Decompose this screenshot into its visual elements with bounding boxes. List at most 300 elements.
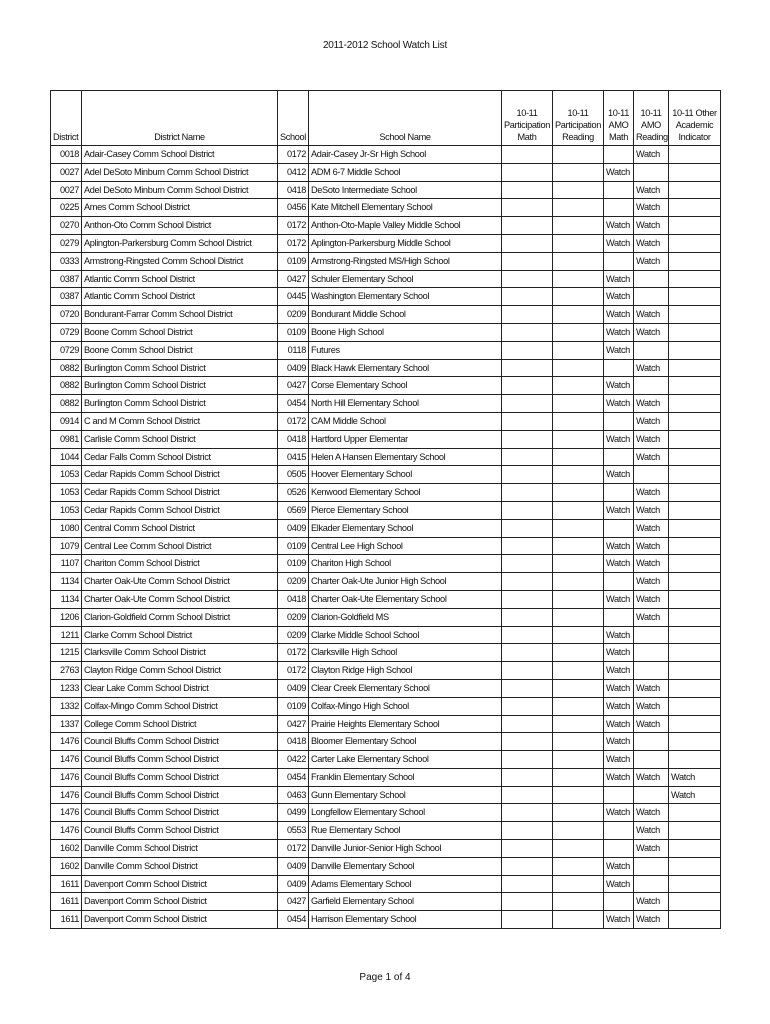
cell-district-code: 0914 (51, 412, 82, 430)
cell-district-code: 0387 (51, 288, 82, 306)
cell-participation-reading (553, 146, 604, 164)
cell-participation-reading (553, 288, 604, 306)
cell-participation-reading (553, 466, 604, 484)
cell-other-academic-indicator (669, 181, 721, 199)
cell-participation-math (502, 911, 553, 929)
cell-school-code: 0526 (278, 484, 309, 502)
cell-participation-math (502, 715, 553, 733)
table-row (51, 359, 721, 377)
table-row (51, 252, 721, 270)
cell-amo-reading: Watch (634, 430, 669, 448)
cell-district-name: Boone Comm School District (82, 323, 278, 341)
cell-participation-reading (553, 395, 604, 413)
cell-participation-math (502, 270, 553, 288)
cell-district-name: Carlisle Comm School District (82, 430, 278, 448)
col-header-participation-reading (553, 91, 604, 146)
cell-school-name: Hoover Elementary School (309, 466, 502, 484)
cell-district-name: Burlington Comm School District (82, 377, 278, 395)
col-header-school-name: School Name (309, 91, 502, 146)
cell-district-name: Adair-Casey Comm School District (82, 146, 278, 164)
cell-school-name: DeSoto Intermediate School (309, 181, 502, 199)
cell-district-code: 0720 (51, 306, 82, 324)
cell-school-code: 0553 (278, 822, 309, 840)
cell-other-academic-indicator (669, 252, 721, 270)
cell-participation-reading (553, 252, 604, 270)
cell-district-name: Charter Oak-Ute Comm School District (82, 590, 278, 608)
cell-district-name: Ames Comm School District (82, 199, 278, 217)
hdr-line: 10-11 (640, 108, 662, 118)
cell-district-name: Charter Oak-Ute Comm School District (82, 573, 278, 591)
cell-school-code: 0427 (278, 715, 309, 733)
cell-district-name: C and M Comm School District (82, 412, 278, 430)
table-row (51, 697, 721, 715)
cell-participation-reading (553, 804, 604, 822)
cell-participation-reading (553, 448, 604, 466)
cell-amo-math (604, 840, 634, 858)
page-footer: Page 1 of 4 (359, 972, 411, 983)
cell-amo-reading: Watch (634, 181, 669, 199)
table-row (51, 234, 721, 252)
cell-participation-math (502, 323, 553, 341)
cell-participation-reading (553, 857, 604, 875)
cell-other-academic-indicator (669, 911, 721, 929)
cell-other-academic-indicator (669, 234, 721, 252)
cell-other-academic-indicator (669, 822, 721, 840)
cell-participation-reading (553, 199, 604, 217)
cell-school-name: Charter Oak-Ute Elementary School (309, 590, 502, 608)
cell-participation-reading (553, 751, 604, 769)
cell-district-name: Boone Comm School District (82, 341, 278, 359)
cell-amo-reading (634, 466, 669, 484)
cell-participation-math (502, 341, 553, 359)
cell-district-code: 1602 (51, 840, 82, 858)
table-row (51, 768, 721, 786)
cell-participation-math (502, 840, 553, 858)
table-row (51, 573, 721, 591)
cell-participation-math (502, 573, 553, 591)
cell-district-name: Clarksville Comm School District (82, 644, 278, 662)
cell-amo-math (604, 822, 634, 840)
cell-other-academic-indicator (669, 697, 721, 715)
cell-amo-reading: Watch (634, 412, 669, 430)
hdr-line: Reading (562, 132, 594, 142)
cell-district-name: Clarion-Goldfield Comm School District (82, 608, 278, 626)
table-row (51, 146, 721, 164)
cell-district-code: 0225 (51, 199, 82, 217)
cell-district-name: Cedar Rapids Comm School District (82, 466, 278, 484)
table-row (51, 537, 721, 555)
cell-school-code: 0118 (278, 341, 309, 359)
cell-amo-reading (634, 857, 669, 875)
cell-amo-reading: Watch (634, 804, 669, 822)
cell-school-code: 0109 (278, 252, 309, 270)
cell-district-code: 0729 (51, 341, 82, 359)
cell-participation-math (502, 217, 553, 235)
cell-amo-reading (634, 786, 669, 804)
cell-school-name: Corse Elementary School (309, 377, 502, 395)
cell-amo-reading: Watch (634, 323, 669, 341)
cell-other-academic-indicator (669, 590, 721, 608)
cell-district-name: Armstrong-Ringsted Comm School District (82, 252, 278, 270)
hdr-line: 10-11 (516, 108, 538, 118)
table-body (51, 146, 721, 929)
hdr-line: AMO (608, 120, 629, 130)
cell-amo-math (604, 573, 634, 591)
cell-school-code: 0412 (278, 163, 309, 181)
cell-participation-math (502, 804, 553, 822)
cell-school-code: 0454 (278, 768, 309, 786)
cell-district-code: 1079 (51, 537, 82, 555)
cell-participation-reading (553, 217, 604, 235)
cell-school-name: Clarksville High School (309, 644, 502, 662)
cell-district-code: 1332 (51, 697, 82, 715)
cell-participation-reading (553, 662, 604, 680)
cell-participation-reading (553, 768, 604, 786)
cell-district-name: Council Bluffs Comm School District (82, 786, 278, 804)
cell-amo-reading: Watch (634, 590, 669, 608)
col-header-district: District (51, 91, 82, 146)
cell-amo-reading: Watch (634, 448, 669, 466)
cell-school-name: Elkader Elementary School (309, 519, 502, 537)
cell-participation-math (502, 163, 553, 181)
cell-amo-math: Watch (604, 377, 634, 395)
table-row (51, 430, 721, 448)
col-header-amo-math (604, 91, 634, 146)
cell-amo-math (604, 146, 634, 164)
table-row (51, 893, 721, 911)
table-row (51, 679, 721, 697)
cell-participation-reading (553, 181, 604, 199)
cell-district-code: 1233 (51, 679, 82, 697)
cell-participation-reading (553, 323, 604, 341)
cell-amo-reading (634, 644, 669, 662)
cell-school-name: Schuler Elementary School (309, 270, 502, 288)
cell-participation-reading (553, 501, 604, 519)
cell-amo-math: Watch (604, 466, 634, 484)
cell-amo-reading (634, 163, 669, 181)
cell-school-name: Bondurant Middle School (309, 306, 502, 324)
cell-participation-reading (553, 537, 604, 555)
cell-participation-reading (553, 430, 604, 448)
cell-participation-reading (553, 484, 604, 502)
watch-list-table (50, 90, 721, 929)
cell-other-academic-indicator (669, 804, 721, 822)
cell-district-code: 1044 (51, 448, 82, 466)
cell-participation-math (502, 484, 553, 502)
table-row (51, 181, 721, 199)
table-row (51, 501, 721, 519)
cell-school-code: 0172 (278, 840, 309, 858)
cell-amo-math: Watch (604, 217, 634, 235)
cell-participation-math (502, 626, 553, 644)
hdr-line: AMO (641, 120, 661, 130)
cell-other-academic-indicator (669, 466, 721, 484)
cell-amo-reading (634, 377, 669, 395)
cell-participation-math (502, 146, 553, 164)
cell-other-academic-indicator (669, 840, 721, 858)
cell-school-name: Washington Elementary School (309, 288, 502, 306)
cell-amo-reading: Watch (634, 840, 669, 858)
cell-district-code: 0027 (51, 163, 82, 181)
cell-amo-reading (634, 751, 669, 769)
cell-district-code: 1476 (51, 733, 82, 751)
cell-school-name: Clear Creek Elementary School (309, 679, 502, 697)
cell-school-code: 0427 (278, 377, 309, 395)
cell-school-code: 0409 (278, 857, 309, 875)
cell-other-academic-indicator (669, 395, 721, 413)
table-row (51, 341, 721, 359)
cell-amo-reading (634, 288, 669, 306)
cell-school-name: Pierce Elementary School (309, 501, 502, 519)
table-row (51, 733, 721, 751)
table-row (51, 484, 721, 502)
cell-participation-math (502, 430, 553, 448)
cell-district-name: Council Bluffs Comm School District (82, 733, 278, 751)
cell-school-code: 0422 (278, 751, 309, 769)
cell-district-name: Bondurant-Farrar Comm School District (82, 306, 278, 324)
cell-district-name: Adel DeSoto Minburn Comm School District (82, 181, 278, 199)
cell-other-academic-indicator (669, 555, 721, 573)
cell-school-code: 0209 (278, 608, 309, 626)
cell-amo-math: Watch (604, 697, 634, 715)
table-row (51, 875, 721, 893)
cell-school-code: 0109 (278, 697, 309, 715)
cell-district-code: 0882 (51, 395, 82, 413)
cell-participation-reading (553, 786, 604, 804)
cell-other-academic-indicator (669, 893, 721, 911)
cell-participation-reading (553, 626, 604, 644)
cell-district-code: 2763 (51, 662, 82, 680)
cell-amo-reading: Watch (634, 537, 669, 555)
cell-school-name: Black Hawk Elementary School (309, 359, 502, 377)
cell-participation-math (502, 519, 553, 537)
cell-participation-reading (553, 341, 604, 359)
table-row (51, 786, 721, 804)
cell-amo-reading (634, 662, 669, 680)
cell-school-name: Aplington-Parkersburg Middle School (309, 234, 502, 252)
cell-other-academic-indicator (669, 875, 721, 893)
table-row (51, 857, 721, 875)
cell-school-code: 0456 (278, 199, 309, 217)
cell-other-academic-indicator (669, 448, 721, 466)
cell-participation-math (502, 608, 553, 626)
cell-participation-reading (553, 270, 604, 288)
table-row (51, 288, 721, 306)
cell-participation-math (502, 537, 553, 555)
table-row (51, 519, 721, 537)
cell-district-name: Council Bluffs Comm School District (82, 768, 278, 786)
cell-district-code: 1134 (51, 590, 82, 608)
cell-other-academic-indicator (669, 733, 721, 751)
cell-other-academic-indicator (669, 644, 721, 662)
cell-district-code: 1476 (51, 751, 82, 769)
cell-district-name: Davenport Comm School District (82, 893, 278, 911)
table-row (51, 662, 721, 680)
cell-district-name: Central Comm School District (82, 519, 278, 537)
table-row (51, 608, 721, 626)
cell-school-code: 0569 (278, 501, 309, 519)
cell-amo-reading (634, 733, 669, 751)
cell-school-name: Rue Elementary School (309, 822, 502, 840)
cell-school-name: Clarion-Goldfield MS (309, 608, 502, 626)
cell-school-name: North Hill Elementary School (309, 395, 502, 413)
cell-school-name: Kenwood Elementary School (309, 484, 502, 502)
cell-amo-reading: Watch (634, 697, 669, 715)
cell-other-academic-indicator: Watch (669, 786, 721, 804)
cell-participation-math (502, 234, 553, 252)
table-row (51, 840, 721, 858)
cell-participation-math (502, 590, 553, 608)
cell-participation-math (502, 644, 553, 662)
cell-participation-math (502, 662, 553, 680)
cell-amo-reading: Watch (634, 555, 669, 573)
cell-amo-math (604, 484, 634, 502)
cell-participation-reading (553, 234, 604, 252)
cell-participation-math (502, 199, 553, 217)
cell-district-code: 1134 (51, 573, 82, 591)
cell-other-academic-indicator (669, 412, 721, 430)
table-row (51, 217, 721, 235)
cell-school-name: Anthon-Oto-Maple Valley Middle School (309, 217, 502, 235)
cell-school-code: 0209 (278, 573, 309, 591)
cell-school-name: Chariton High School (309, 555, 502, 573)
cell-other-academic-indicator (669, 199, 721, 217)
cell-school-name: Armstrong-Ringsted MS/High School (309, 252, 502, 270)
cell-other-academic-indicator (669, 484, 721, 502)
cell-amo-reading: Watch (634, 911, 669, 929)
cell-participation-reading (553, 163, 604, 181)
cell-district-code: 1476 (51, 822, 82, 840)
cell-other-academic-indicator (669, 519, 721, 537)
cell-school-name: Prairie Heights Elementary School (309, 715, 502, 733)
cell-participation-math (502, 857, 553, 875)
cell-school-name: Central Lee High School (309, 537, 502, 555)
cell-school-code: 0445 (278, 288, 309, 306)
cell-participation-reading (553, 679, 604, 697)
cell-school-name: Helen A Hansen Elementary School (309, 448, 502, 466)
cell-amo-math (604, 181, 634, 199)
cell-participation-math (502, 181, 553, 199)
cell-participation-math (502, 501, 553, 519)
cell-district-code: 0729 (51, 323, 82, 341)
cell-participation-math (502, 893, 553, 911)
cell-participation-reading (553, 840, 604, 858)
cell-school-code: 0409 (278, 519, 309, 537)
cell-school-name: Gunn Elementary School (309, 786, 502, 804)
cell-district-code: 1215 (51, 644, 82, 662)
cell-school-code: 0427 (278, 270, 309, 288)
table-row (51, 715, 721, 733)
cell-school-name: Kate Mitchell Elementary School (309, 199, 502, 217)
cell-amo-reading: Watch (634, 768, 669, 786)
cell-amo-reading: Watch (634, 199, 669, 217)
col-header-other-academic-indicator (669, 91, 721, 146)
cell-other-academic-indicator (669, 359, 721, 377)
cell-participation-math (502, 288, 553, 306)
cell-school-code: 0409 (278, 679, 309, 697)
cell-district-code: 1476 (51, 786, 82, 804)
cell-participation-math (502, 786, 553, 804)
cell-amo-math (604, 608, 634, 626)
cell-school-name: Carter Lake Elementary School (309, 751, 502, 769)
cell-amo-reading: Watch (634, 501, 669, 519)
cell-school-code: 0418 (278, 181, 309, 199)
cell-other-academic-indicator (669, 537, 721, 555)
table-row (51, 448, 721, 466)
cell-other-academic-indicator (669, 501, 721, 519)
cell-school-code: 0415 (278, 448, 309, 466)
cell-participation-reading (553, 590, 604, 608)
cell-participation-reading (553, 875, 604, 893)
cell-amo-math: Watch (604, 430, 634, 448)
cell-amo-math (604, 252, 634, 270)
cell-district-code: 0270 (51, 217, 82, 235)
cell-school-name: Franklin Elementary School (309, 768, 502, 786)
cell-amo-reading: Watch (634, 822, 669, 840)
cell-school-name: Clarke Middle School School (309, 626, 502, 644)
cell-district-code: 0981 (51, 430, 82, 448)
table-row (51, 270, 721, 288)
cell-other-academic-indicator (669, 323, 721, 341)
cell-amo-reading: Watch (634, 715, 669, 733)
cell-participation-reading (553, 608, 604, 626)
cell-amo-reading: Watch (634, 306, 669, 324)
cell-amo-math (604, 519, 634, 537)
cell-other-academic-indicator: Watch (669, 768, 721, 786)
cell-amo-reading: Watch (634, 359, 669, 377)
cell-school-name: ADM 6-7 Middle School (309, 163, 502, 181)
cell-participation-math (502, 252, 553, 270)
table-row (51, 626, 721, 644)
cell-district-name: College Comm School District (82, 715, 278, 733)
cell-district-name: Colfax-Mingo Comm School District (82, 697, 278, 715)
table-row (51, 644, 721, 662)
cell-school-code: 0499 (278, 804, 309, 822)
cell-participation-math (502, 377, 553, 395)
cell-other-academic-indicator (669, 573, 721, 591)
table-row (51, 804, 721, 822)
cell-district-name: Cedar Rapids Comm School District (82, 501, 278, 519)
cell-participation-reading (553, 715, 604, 733)
cell-district-code: 0018 (51, 146, 82, 164)
cell-amo-math: Watch (604, 804, 634, 822)
cell-district-name: Danville Comm School District (82, 857, 278, 875)
cell-participation-reading (553, 306, 604, 324)
col-header-amo-reading (634, 91, 669, 146)
cell-district-name: Burlington Comm School District (82, 359, 278, 377)
cell-amo-math: Watch (604, 501, 634, 519)
cell-district-name: Clarke Comm School District (82, 626, 278, 644)
cell-amo-math (604, 786, 634, 804)
cell-school-name: Danville Elementary School (309, 857, 502, 875)
cell-participation-math (502, 395, 553, 413)
cell-participation-math (502, 733, 553, 751)
cell-district-name: Davenport Comm School District (82, 875, 278, 893)
cell-amo-reading: Watch (634, 252, 669, 270)
cell-other-academic-indicator (669, 163, 721, 181)
cell-school-name: Danville Junior-Senior High School (309, 840, 502, 858)
cell-school-code: 0209 (278, 626, 309, 644)
cell-participation-math (502, 448, 553, 466)
cell-amo-reading: Watch (634, 573, 669, 591)
cell-school-code: 0172 (278, 146, 309, 164)
cell-participation-reading (553, 893, 604, 911)
cell-amo-math: Watch (604, 234, 634, 252)
cell-amo-math: Watch (604, 626, 634, 644)
col-header-participation-math (502, 91, 553, 146)
cell-participation-reading (553, 519, 604, 537)
cell-amo-math: Watch (604, 537, 634, 555)
